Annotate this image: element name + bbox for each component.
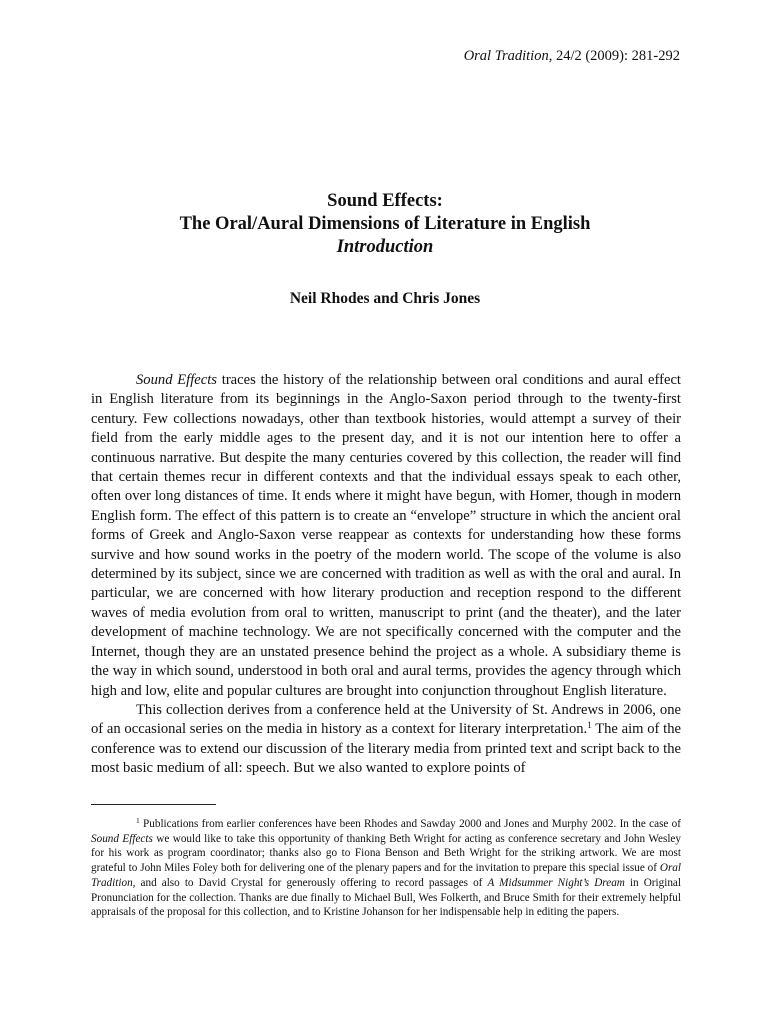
footnote-paragraph <box>91 817 681 920</box>
footnote-italic-3: A Midsummer Night’s Dream <box>487 876 625 889</box>
article-authors: Neil Rhodes and Chris Jones <box>289 290 481 307</box>
footnote-text-4: in Original Pronunciation for the collection. Thanks are due finally to Michael Bull, Wes Folkerth, and Bruce Smith for their extremely helpful appraisals of the proposal for this collection, and to Kristine Johanson for her indispensable help in editing the papers. <box>91 876 681 919</box>
title-line-2: The Oral/Aural Dimensions of Literature in English <box>179 214 591 234</box>
footnote-text-3: and also to David Crystal for generously offering to record passages of <box>135 876 488 889</box>
title-line-3: Introduction <box>336 237 434 257</box>
body-paragraph-2 <box>91 701 681 779</box>
journal-citation-header <box>464 48 680 65</box>
title-line-1: Sound Effects: <box>327 191 443 211</box>
footnote-divider <box>91 804 216 805</box>
paragraph-2-text-a: This collection derives from a conference held at the University of St. Andrews in 2006, one of an occasional series on the media in history as a context for literary interpretation. <box>91 701 681 738</box>
footnote-italic-2: Oral Tradition, <box>91 862 681 889</box>
body-paragraph-1 <box>91 371 681 701</box>
footnote-italic-1: Sound Effects <box>91 832 153 845</box>
article-body <box>91 371 681 779</box>
footnote-text-2: we would like to take this opportunity of thanking Beth Wright for acting as conference secretary and John Wesley for his work as program coordinator; thanks also go to Fiona Benson and Beth Wright for the striking artwork. We are most grateful to John Miles Foley both for delivering one of the plenary papers and for the invitation to prepare this special issue of <box>91 832 681 875</box>
italic-book-title: Sound Effects <box>136 372 217 388</box>
footnote-text-1: Publications from earlier conferences have been Rhodes and Sawday 2000 and Jones and Murphy 2002. In the case of <box>139 818 681 830</box>
journal-issue-pages: , 24/2 (2009): 281-292 <box>548 48 680 64</box>
paragraph-2-text-b: The aim of the conference was to extend our discussion of the literary media from printed text and script back to the most basic medium of all: speech. But we also wanted to explore points of <box>91 721 681 777</box>
journal-name: Oral Tradition <box>463 48 549 64</box>
footnote-1 <box>91 817 681 920</box>
footnote-reference[interactable]: 1 <box>587 720 592 731</box>
article-title-block <box>0 190 770 259</box>
footnote-marker: 1 <box>136 816 140 825</box>
paragraph-1-text: traces the history of the relationship between oral conditions and aural effect in English literature from its beginnings in the Anglo-Saxon period through to the twenty-first century. Few collections nowadays, other than textbook histories, would attempt a survey of their field from the early middle ages to the present day, and it is not our intention here to offer a continuous narrative. But despite the many centuries covered by this collection, the reader will find that certain themes recur in different contexts and that the individual essays speak to each other, often over long distances of time. It ends where it might have begun, with Homer, though in modern English form. The effect of this pattern is to create an “envelope” structure in which the ancient oral forms of Greek and Anglo-Saxon verse reappear as contexts for understanding how these forms survive and how sound works in the poetry of the modern world. The scope of the volume is also determined by its subject, since we are concerned with tradition as well as with the oral and aural. In particular, we are concerned with how literary production and reception respond to the different waves of media evolution from oral to written, manuscript to print (and the theater), and the later development of machine technology. We are not specifically concerned with the computer and the Internet, though they are an unstated presence behind the project as a whole. A subsidiary theme is the way in which sound, understood in both oral and aural terms, provides the agency through which high and low, elite and popular cultures are brought into conjunction throughout English literature. <box>91 372 681 699</box>
